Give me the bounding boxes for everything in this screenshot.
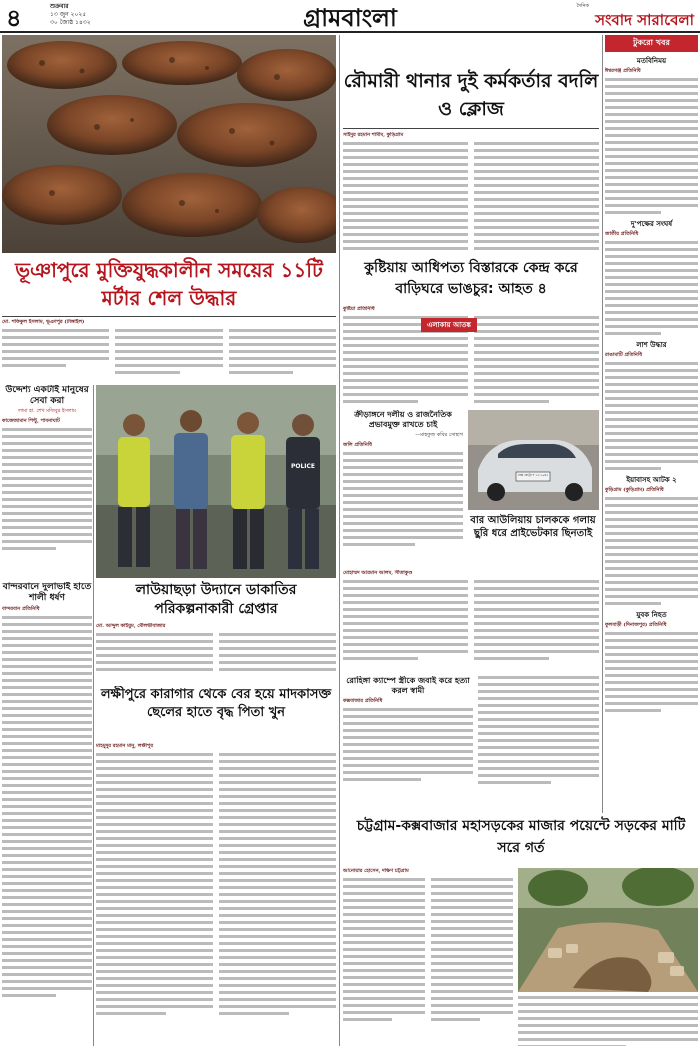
paper-tag: দৈনিক bbox=[576, 3, 589, 9]
car-text-col-2 bbox=[474, 580, 599, 664]
issue-day: শুক্রবার bbox=[50, 3, 69, 10]
car-plate: ঢাকা মেট্রো গ ১৩-১০৪৫ bbox=[517, 473, 549, 477]
police-vest-label: POLICE bbox=[290, 463, 316, 470]
sidebar-item-1-title: মতবিনিময় bbox=[636, 57, 667, 65]
bandarban-story bbox=[2, 582, 92, 1046]
kushtia-headline: কুষ্টিয়ায় আধিপত্য বিস্তারকে কেন্দ্র করে বাড়িঘরে ভাঙচুর: আহত ৪ bbox=[364, 260, 578, 297]
car-photo bbox=[468, 410, 599, 510]
sidebar bbox=[605, 35, 698, 813]
chattogram-text-col-2 bbox=[431, 878, 513, 1025]
sidebar-item-2-byline: জাতীয় প্রতিনিধি bbox=[605, 231, 639, 237]
mortar-shells-photo bbox=[2, 35, 336, 253]
coming-text bbox=[2, 428, 92, 550]
kushtia-tag: এলাকায় আতঙ্ক bbox=[421, 318, 477, 332]
sidebar-item-1 bbox=[605, 55, 698, 214]
road-damage-photo bbox=[518, 868, 698, 992]
sidebar-item-5-byline: ফুলবাড়ী (দিনাজপুর) প্রতিনিধি bbox=[605, 622, 667, 628]
shells-text-col-2 bbox=[115, 329, 222, 378]
lakshmipur-byline: মাহমুদুর রহমান মানু, লক্ষীপুর bbox=[96, 743, 154, 749]
issue-date-bangla: ৩০ জ্যৈষ্ঠ ১৪৩২ bbox=[50, 19, 91, 26]
coming-subtitle: লামা হা. শেখ মজিবুর ইসলাম bbox=[18, 408, 76, 414]
lawachara-text-col-2 bbox=[219, 633, 336, 675]
chattogram-story-tail bbox=[518, 996, 698, 1046]
coming-title: উদ্দেশ্য একটাই মানুষের সেবা করা bbox=[5, 385, 89, 406]
car-byline: মোহাম্মদ আরমান আলম, সীতাকুণ্ড bbox=[343, 570, 413, 576]
shells-story bbox=[2, 319, 336, 381]
sidebar-item-3-title: লাশ উদ্ধার bbox=[636, 341, 667, 349]
lakshmipur-text-col-2 bbox=[219, 753, 336, 1019]
chattogram-story bbox=[343, 868, 513, 1046]
road-damage-illustration bbox=[518, 868, 698, 992]
kushtia-byline: কুষ্টিয়া প্রতিনিধি bbox=[343, 306, 375, 312]
bandarban-byline: বান্দরবান প্রতিনিধি bbox=[2, 606, 40, 612]
poem-text bbox=[343, 452, 463, 546]
car-text-col-1 bbox=[343, 580, 468, 664]
rowmari-headline: রৌমারী থানার দুই কর্মকর্তার বদলি ও ক্লোজ bbox=[343, 70, 599, 120]
rowmari-byline: সাইদুর রহমান শামীম, কুড়িগ্রাম bbox=[343, 132, 404, 138]
kushtia-text-col-2 bbox=[474, 316, 599, 406]
issue-date bbox=[50, 3, 91, 27]
coming-story bbox=[2, 385, 92, 578]
car-headline: বার আউলিয়ায় চালককে গলায় ছুরি ধরে প্রাইভেটকার ছিনতাই bbox=[470, 515, 596, 539]
sidebar-item-4-byline: কুড়িগ্রাম (কুড়িগ্রাম) প্রতিনিধি bbox=[605, 487, 664, 493]
rowmari-text-col-2 bbox=[474, 142, 599, 252]
poem-author: —মাহফুজ কবির সোহাগ bbox=[415, 432, 463, 438]
sidebar-item-2 bbox=[605, 218, 698, 335]
rowmari-story bbox=[343, 132, 599, 252]
masthead bbox=[0, 0, 700, 30]
poem-byline: জলি প্রতিনিধি bbox=[343, 442, 372, 448]
poem-box bbox=[343, 410, 463, 566]
lawachara-text-col-1 bbox=[96, 633, 213, 675]
sidebar-item-4-text bbox=[605, 497, 698, 605]
sidebar-item-1-text bbox=[605, 78, 698, 214]
main-divider-left bbox=[339, 35, 340, 1046]
rowmari-text-col-1 bbox=[343, 142, 468, 252]
sidebar-item-1-byline: ঈশ্বরগঞ্জ প্রতিনিধি bbox=[605, 68, 641, 74]
arrest-photo bbox=[96, 385, 336, 578]
sidebar-item-5 bbox=[605, 609, 698, 712]
page-number: ৪ bbox=[6, 4, 22, 30]
rohingya-continuation bbox=[478, 676, 599, 811]
main-divider-right bbox=[602, 35, 603, 813]
sidebar-item-5-text bbox=[605, 632, 698, 712]
arrest-photo-illustration bbox=[96, 385, 336, 578]
section-title: গ্রামবাংলা bbox=[303, 3, 397, 30]
rohingya-byline: কক্সবাজার প্রতিনিধি bbox=[343, 698, 383, 704]
sidebar-item-4 bbox=[605, 474, 698, 605]
sidebar-item-2-title: দু'পক্ষের সংঘর্ষ bbox=[630, 220, 673, 228]
rowmari-rule bbox=[343, 128, 599, 129]
lakshmipur-text-col-1 bbox=[96, 753, 213, 1019]
bandarban-title: বান্দরবানে দুলাভাই হাতে শালী ধর্ষণ bbox=[2, 582, 92, 603]
lakshmipur-headline: লক্ষীপুরে কারাগার থেকে বের হয়ে মাদকাসক্ত ছেলের হাতে বৃদ্ধ পিতা খুন bbox=[100, 687, 332, 720]
rohingya-title: রোহিঙ্গা ক্যাম্পে স্ত্রীকে জবাই করে হত্যা করল স্বামী bbox=[346, 676, 470, 695]
poem-title: ক্রীড়াঙ্গনে দলীয় ও রাজনৈতিক প্রভাবমুক্ত রাখতে চাই bbox=[354, 410, 452, 429]
sidebar-header: টুকরো খবর bbox=[605, 35, 698, 52]
sidebar-item-3-byline: রাঙামাটি প্রতিনিধি bbox=[605, 352, 643, 358]
car-story bbox=[343, 570, 599, 670]
sidebar-item-3 bbox=[605, 339, 698, 470]
sidebar-item-3-text bbox=[605, 362, 698, 470]
mortar-shells-illustration bbox=[2, 35, 336, 253]
lawachara-byline: মো. আব্দুল কাইয়ুম, মৌলভীবাজার bbox=[96, 623, 166, 629]
coming-byline: কাজেজামান পিন্টু, পাবনাঘাট bbox=[2, 418, 60, 424]
bandarban-text bbox=[2, 616, 92, 997]
chattogram-text-col-3 bbox=[518, 996, 698, 1046]
shells-text-col-1 bbox=[2, 329, 109, 378]
chattogram-text-col-1 bbox=[343, 878, 425, 1025]
left-column-divider bbox=[93, 385, 94, 1046]
paper-name: সংবাদ সারাবেলা bbox=[595, 11, 694, 29]
shells-text-col-3 bbox=[229, 329, 336, 378]
lawachara-headline: লাউয়াছড়া উদ্যানে ডাকাতির পরিকল্পনাকারী গ্রেপ্তার bbox=[135, 582, 297, 617]
lawachara-story bbox=[96, 623, 336, 681]
paper-brand bbox=[576, 3, 694, 30]
lakshmipur-story bbox=[96, 743, 336, 1046]
rohingya-text-col-2 bbox=[478, 676, 599, 784]
sidebar-item-4-title: ইয়াবাসহ আটক ২ bbox=[626, 476, 677, 484]
chattogram-headline: চট্টগ্রাম-কক্সবাজার মহাসড়কের মাজার পয়েন্টে সড়কের মাটি সরে গর্ত bbox=[356, 818, 686, 856]
issue-date-english: ১৩ জুন ২০২৫ bbox=[50, 11, 87, 18]
sidebar-item-5-title: যুবক নিহত bbox=[636, 611, 667, 619]
shells-rule bbox=[2, 316, 336, 317]
rohingya-text bbox=[343, 708, 473, 781]
sidebar-item-2-text bbox=[605, 241, 698, 335]
kushtia-story bbox=[343, 306, 599, 406]
car-illustration bbox=[468, 410, 599, 510]
shells-headline: ভূঞাপুরে মুক্তিযুদ্ধকালীন সময়ের ১১টি মর্টার শেল উদ্ধার bbox=[15, 258, 323, 310]
chattogram-byline: আনোয়ার হোসেন, দক্ষিণ চট্টগ্রাম bbox=[343, 868, 409, 874]
masthead-rule bbox=[0, 31, 700, 33]
shells-byline: মো. শফিকুল ইসলাম, ভূঞাপুর (টাঙ্গাইল) bbox=[2, 319, 85, 325]
rohingya-story bbox=[343, 676, 473, 811]
